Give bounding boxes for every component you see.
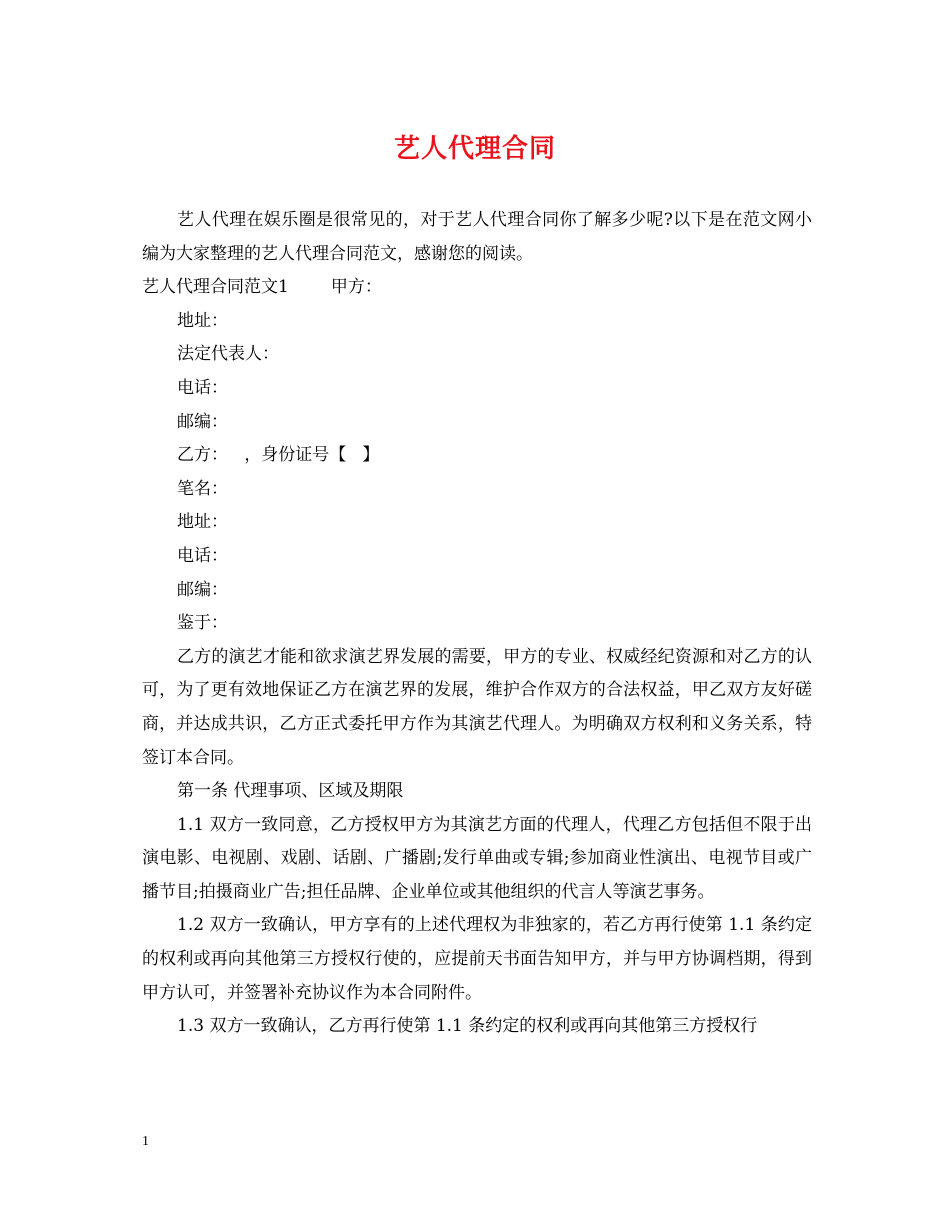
field-line: 鉴于： — [177, 613, 228, 634]
field-line: 邮编： — [177, 579, 228, 600]
field-line: 电话： — [177, 545, 228, 566]
party-b-line: 乙方： ，身份证号【 】 — [177, 445, 380, 466]
document-title: 艺人代理合同 — [393, 134, 556, 164]
party-a-label: 甲方： — [330, 277, 382, 298]
field-line: 地址： — [177, 512, 228, 533]
field-line: 地址： — [177, 310, 228, 331]
page-number: 1 — [142, 1134, 149, 1149]
intro-paragraph: 艺人代理在娱乐圈是很常见的，对于艺人代理合同你了解多少呢?以下是在范文网小编为大家整理的艺人代理合同范文，感谢您的阅读。 — [142, 210, 812, 264]
party-a-line — [142, 271, 812, 305]
field-line: 邮编： — [177, 411, 228, 432]
clause-paragraph: 1.2 双方一致确认，甲方享有的上述代理权为非独家的，若乙方再行使第 1.1 条约定的权利或再向其他第三方授权行使的，应提前天书面告知甲方，并与甲方协调档期，得到甲方认可，并签署补充协议作为本合同附件。 — [142, 915, 812, 1003]
document-body — [142, 204, 812, 1044]
article-heading: 第一条 代理事项、区域及期限 — [177, 781, 404, 802]
field-line: 电话： — [177, 377, 228, 398]
clause-paragraph: 1.3 双方一致确认，乙方再行使第 1.1 条约定的权利或再向其他第三方授权行 — [177, 1016, 758, 1037]
recital-paragraph: 乙方的演艺才能和欲求演艺界发展的需要，甲方的专业、权威经纪资源和对乙方的认可，为了更有效地保证乙方在演艺界的发展，维护合作双方的合法权益，甲乙双方友好磋商，并达成共识，乙方正式委托甲方作为其演艺代理人。为明确双方权利和义务关系，特签订本合同。 — [142, 646, 812, 768]
field-line: 笔名： — [177, 478, 228, 499]
sample-heading: 艺人代理合同范文1 — [142, 277, 289, 298]
clause-paragraph: 1.1 双方一致同意，乙方授权甲方为其演艺方面的代理人，代理乙方包括但不限于出演电影、电视剧、戏剧、话剧、广播剧;发行单曲或专辑;参加商业性演出、电视节目或广播节目;拍摄商业广告;担任品牌、企业单位或其他组织的代言人等演艺事务。 — [142, 814, 812, 902]
field-line: 法定代表人： — [177, 344, 279, 365]
